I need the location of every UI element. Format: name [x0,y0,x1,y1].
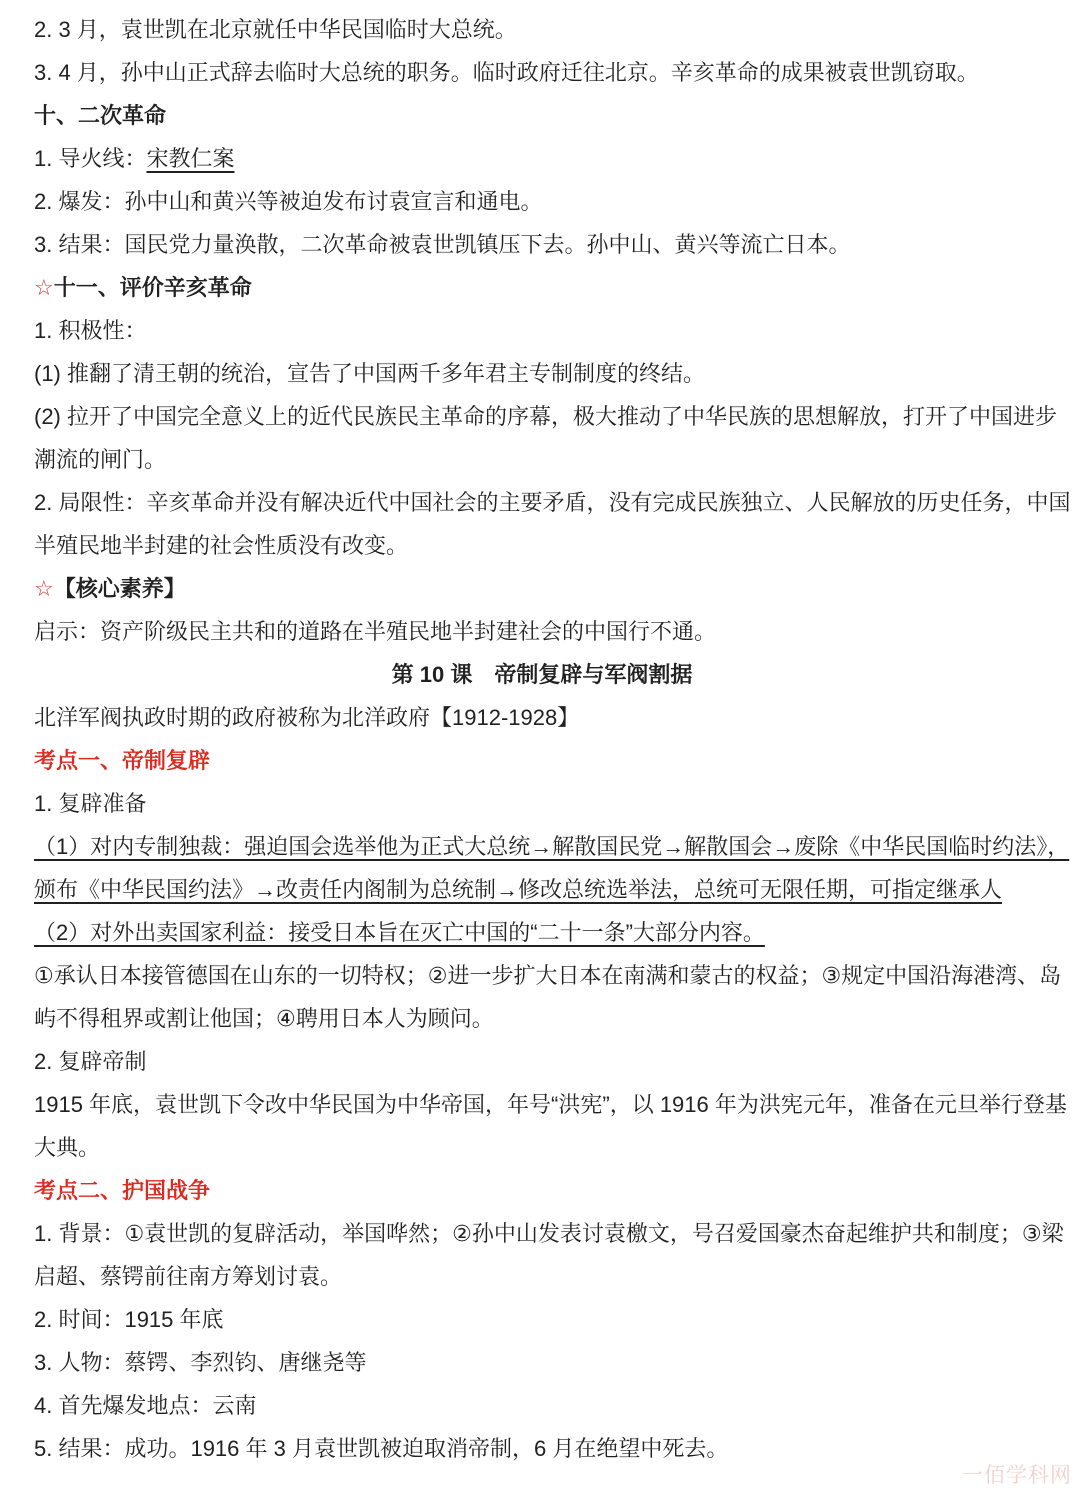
line-sun-resigns [34,51,1050,94]
line-twenty-one-demands-b [34,997,1050,1040]
line-hongxian-b [34,1126,1050,1169]
section-heading-evaluate-revolution [34,266,1050,309]
line-war-location [34,1384,1050,1427]
line-restoration-prep-label [34,782,1050,825]
exam-point-heading-1 [34,739,1050,782]
text-segment: 颁布《中华民国约法》→改责任内阁制为总统制→修改总统选举法，总统可无限任期，可指定继承人 [34,877,1003,902]
section-heading-second-revolution [34,94,1050,137]
text-segment: 3. 人物：蔡锷、李烈钧、唐继尧等 [34,1350,367,1375]
text-segment: 2. 爆发：孙中山和黄兴等被迫发布讨袁宣言和通电。 [34,189,543,214]
text-segment: 5. 结果：成功。1916 年 3 月袁世凯被迫取消帝制，6 月在绝望中死去。 [34,1436,729,1461]
text-segment: 2. 局限性：辛亥革命并没有解决近代中国社会的主要矛盾，没有完成民族独立、人民解放的历史任务，中国 [34,490,1071,515]
text-segment: 潮流的闸门。 [34,447,167,472]
text-segment: 1. 复辟准备 [34,791,147,816]
text-segment: 1. 积极性： [34,318,147,343]
text-segment: 启超、蔡锷前往南方筹划讨袁。 [34,1264,343,1289]
text-segment: 北洋军阀执政时期的政府被称为北洋政府【1912-1928】 [34,705,580,730]
line-external-betrayal [34,911,1050,954]
line-beiyang-government [34,696,1050,739]
text-segment: 屿不得租界或割让他国；④聘用日本人为顾问。 [34,1006,494,1031]
text-segment: 十、二次革命 [34,103,167,128]
text-segment: 3. 结果：国民党力量涣散，二次革命被袁世凯镇压下去。孙中山、黄兴等流亡日本。 [34,232,851,257]
line-war-people [34,1341,1050,1384]
line-result [34,223,1050,266]
text-segment: 1915 年底，袁世凯下令改中华民国为中华帝国，年号“洪宪”，以 1916 年为洪宪元年，准备在元旦举行登基 [34,1092,1067,1117]
line-positivity-2a [34,395,1058,438]
line-war-background-a [34,1212,1064,1255]
text-segment: ☆ [34,275,54,300]
exam-point-heading-2 [34,1169,1050,1212]
text-segment: 4. 首先爆发地点：云南 [34,1393,257,1418]
line-positivity-2b [34,438,1050,481]
line-fuse [34,137,1050,180]
text-segment: 大典。 [34,1135,101,1160]
text-segment: 2. 时间：1915 年底 [34,1307,224,1332]
line-internal-dictatorship-a [34,825,1070,868]
text-segment: 启示： [34,619,101,644]
line-internal-dictatorship-b [34,868,1050,911]
text-segment: 2. 复辟帝制 [34,1049,147,1074]
text-segment: （2）对外出卖国家利益：接受日本旨在灭亡中国的“二十一条”大部分内容。 [34,920,765,945]
text-segment: 考点一、帝制复辟 [34,748,211,773]
text-segment: （1）对内专制独裁：强迫国会选举他为正式大总统→解散国民党→解散国会→废除《中华民国临时约法》， [34,834,1070,859]
text-segment: 1. 背景：①袁世凯的复辟活动，举国哗然；②孙中山发表讨袁檄文，号召爱国豪杰奋起维护共和制度；③梁 [34,1221,1064,1246]
lesson-title [34,653,1050,696]
line-war-background-b [34,1255,1050,1298]
line-positivity-1 [34,352,1050,395]
text-segment: 宋教仁案 [146,146,235,171]
line-yuan-becomes-president [34,8,1050,51]
line-hongxian-a [34,1083,1067,1126]
text-segment: 资产阶级民主共和的道路在半殖民地半封建社会的中国行不通。 [100,619,717,644]
line-positivity-label [34,309,1050,352]
text-segment: 【核心素养】 [53,576,186,601]
line-twenty-one-demands-a [34,954,1062,997]
section-heading-core-literacy [34,567,1050,610]
text-segment: 第 10 课 帝制复辟与军阀割据 [391,662,693,687]
text-segment: ①承认日本接管德国在山东的一切特权；②进一步扩大日本在南满和蒙古的权益；③规定中国沿海港湾、岛 [34,963,1062,988]
text-segment: 考点二、护国战争 [34,1178,211,1203]
text-segment: 半殖民地半封建的社会性质没有改变。 [34,533,409,558]
text-segment: 3. 4 月，孙中山正式辞去临时大总统的职务。临时政府迁往北京。辛亥革命的成果被袁世凯窃取。 [34,60,979,85]
text-segment: 十一、评价辛亥革命 [53,275,252,300]
line-restore-monarchy-label [34,1040,1050,1083]
line-enlightenment [34,610,1050,653]
line-limitation-a [34,481,1071,524]
text-segment: 2. 3 月，袁世凯在北京就任中华民国临时大总统。 [34,17,517,42]
text-segment: 1. 导火线： [34,146,147,171]
line-war-result [34,1427,1050,1470]
text-segment: ☆ [34,576,54,601]
line-outbreak [34,180,1050,223]
line-limitation-b [34,524,1050,567]
text-segment: (2) 拉开了中国完全意义上的近代民族民主革命的序幕，极大推动了中华民族的思想解放，打开了中国进步 [34,404,1058,429]
document-lines [34,8,1071,1470]
line-war-time [34,1298,1050,1341]
site-watermark: 一佰学科网 [962,1464,1072,1487]
text-segment: (1) 推翻了清王朝的统治，宣告了中国两千多年君主专制制度的终结。 [34,361,706,386]
